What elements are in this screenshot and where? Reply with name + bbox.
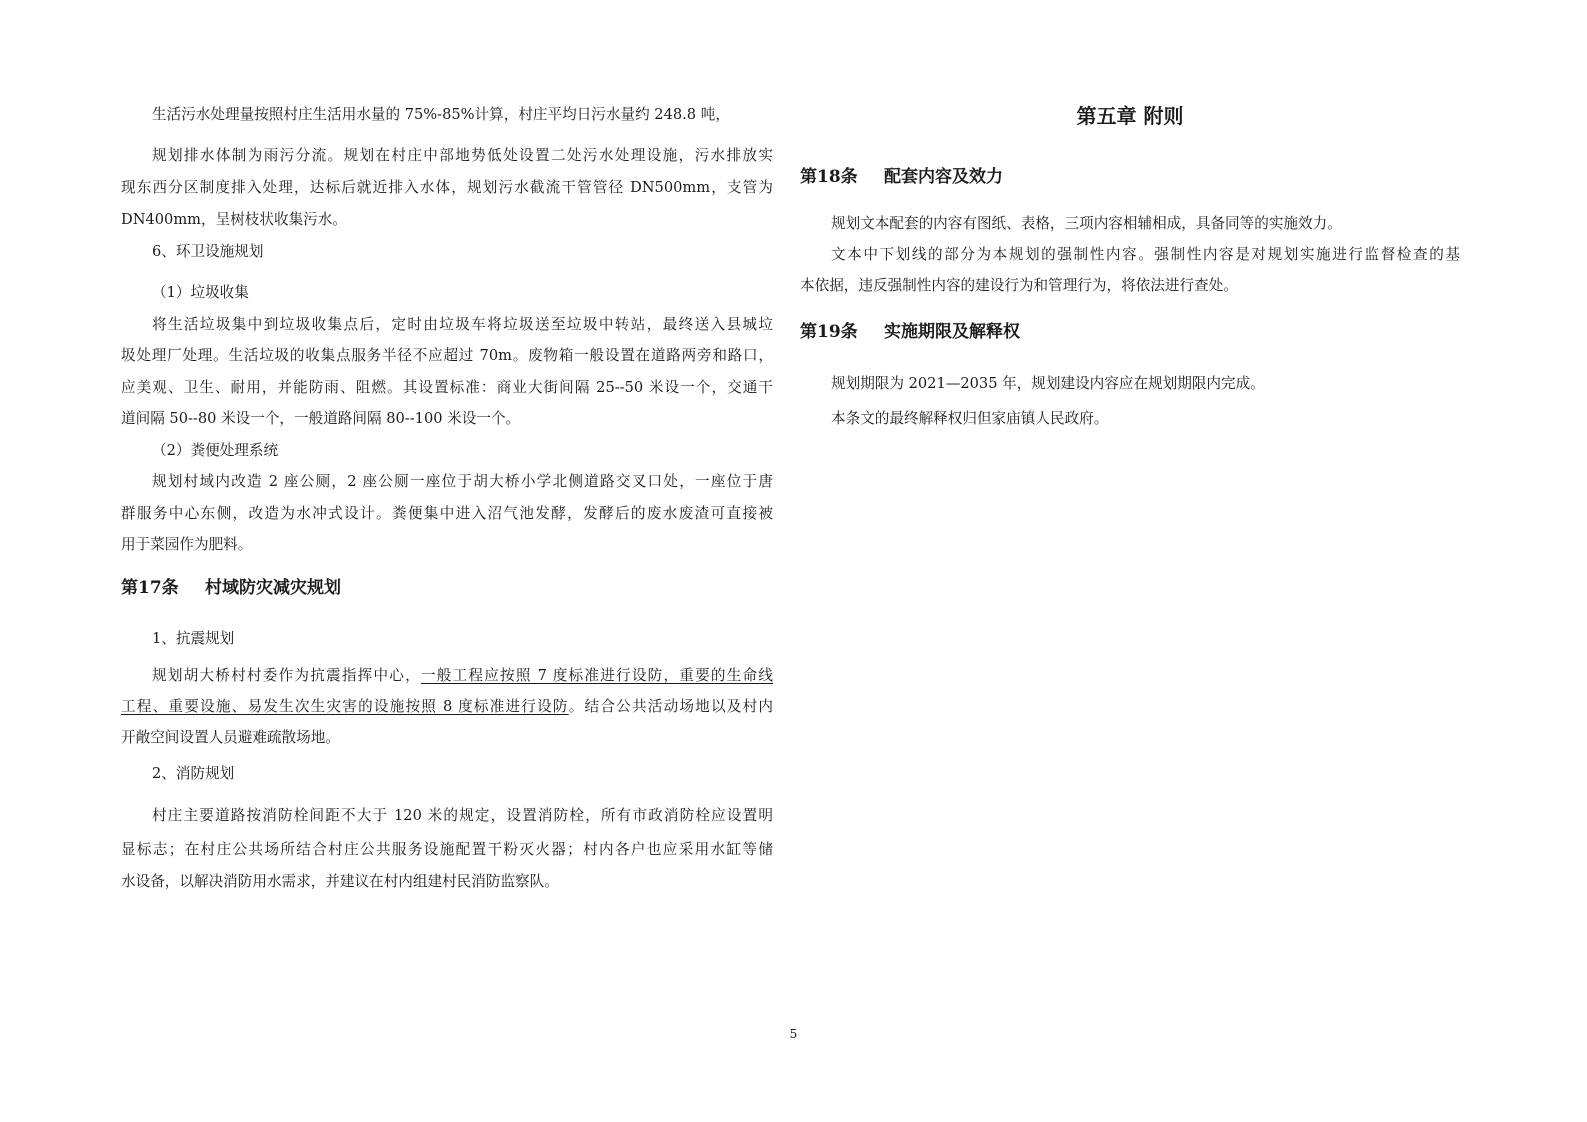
paragraph-fire-line-1: 村庄主要道路按消防栓间距不大于 120 米的规定，设置消防栓，所有市政消防栓应设置明 [152, 807, 773, 824]
article-17-title: 村域防灾减灾规划 [205, 578, 341, 598]
article-17-number: 第17条 [121, 578, 179, 598]
paragraph-article-19-1: 规划期限为 2021—2035 年，规划建设内容应在规划期限内完成。 [831, 375, 1265, 392]
paragraph-garbage-line-1: 将生活垃圾集中到垃圾收集点后，定时由垃圾车将垃圾送至垃圾中转站，最终送入县城垃 [152, 316, 773, 333]
paragraph-fire-line-2: 显标志；在村庄公共场所结合村庄公共服务设施配置干粉灭火器；村内各户也应采用水缸等储 [121, 841, 773, 858]
paragraph-feces-line-3: 用于菜园作为肥料。 [121, 536, 253, 553]
paragraph-earthquake-line-1 [121, 666, 773, 686]
section-sanitation-title: 6、环卫设施规划 [152, 243, 264, 260]
earthquake-mandatory-text-1: 一般工程应按照 7 度标准进行设防，重要的生命线 [420, 667, 773, 684]
paragraph-fire-line-3: 水设备，以解决消防用水需求，并建议在村内组建村民消防监察队。 [121, 873, 559, 890]
article-18-number: 第18条 [800, 167, 858, 187]
section-earthquake-title: 1、抗震规划 [152, 630, 235, 647]
paragraph-article-19-2: 本条文的最终解释权归但家庙镇人民政府。 [831, 410, 1109, 427]
subsection-garbage-title: （1）垃圾收集 [152, 284, 249, 301]
paragraph-drainage-line-2: 现东西分区制度排入处理，达标后就近排入水体，规划污水截流干管管径 DN500mm，支管为 [121, 179, 773, 196]
paragraph-drainage-line-1: 规划排水体制为雨污分流。规划在村庄中部地势低处设置二处污水处理设施，污水排放实 [152, 147, 773, 164]
article-19-title: 实施期限及解释权 [884, 322, 1020, 342]
earthquake-line-1-text: 规划胡大桥村村委作为抗震指挥中心， [152, 667, 421, 684]
article-17-heading [121, 577, 341, 599]
earthquake-mandatory-text-2: 工程、重要设施、易发生次生灾害的设施按照 8 度标准进行设防 [121, 698, 569, 715]
chapter-title: 第五章 附则 [1076, 104, 1184, 128]
paragraph-garbage-line-3: 应美观、卫生、耐用，并能防雨、阻燃。其设置标准：商业大街间隔 25--50 米设一个，交通干 [121, 379, 773, 396]
paragraph-article-18-2-line-2: 本依据，违反强制性内容的建设行为和管理行为，将依法进行查处。 [800, 277, 1238, 294]
paragraph-drainage-line-3: DN400mm，呈树枝状收集污水。 [121, 211, 347, 228]
article-18-title: 配套内容及效力 [884, 167, 1003, 187]
article-19-number: 第19条 [800, 322, 858, 342]
earthquake-line-2-text: 。结合公共活动场地以及村内 [568, 698, 773, 715]
article-19-heading [800, 321, 1020, 343]
page-number: 5 [789, 1027, 798, 1041]
paragraph-article-18-2-line-1: 文本中下划线的部分为本规划的强制性内容。强制性内容是对规划实施进行监督检查的基 [831, 246, 1460, 263]
paragraph-earthquake-line-2 [121, 697, 773, 717]
paragraph-garbage-line-4: 道间隔 50--80 米设一个，一般道路间隔 80--100 米设一个。 [121, 410, 521, 427]
subsection-feces-title: （2）粪便处理系统 [152, 442, 279, 459]
paragraph-feces-line-2: 群服务中心东侧，改造为水冲式设计。粪便集中进入沼气池发酵，发酵后的废水废渣可直接被 [121, 505, 773, 522]
article-18-heading [800, 166, 1003, 188]
paragraph-feces-line-1: 规划村域内改造 2 座公厕，2 座公厕一座位于胡大桥小学北侧道路交叉口处，一座位于唐 [152, 473, 773, 490]
paragraph-sewage-volume: 生活污水处理量按照村庄生活用水量的 75%-85%计算，村庄平均日污水量约 248.8 吨， [152, 106, 730, 123]
paragraph-garbage-line-2: 圾处理厂处理。生活垃圾的收集点服务半径不应超过 70m。废物箱一般设置在道路两旁和路口， [121, 347, 773, 364]
section-fire-title: 2、消防规划 [152, 765, 235, 782]
paragraph-article-18-1: 规划文本配套的内容有图纸、表格，三项内容相辅相成，具备同等的实施效力。 [831, 215, 1342, 232]
paragraph-earthquake-line-3: 开敞空间设置人员避难疏散场地。 [121, 729, 340, 746]
